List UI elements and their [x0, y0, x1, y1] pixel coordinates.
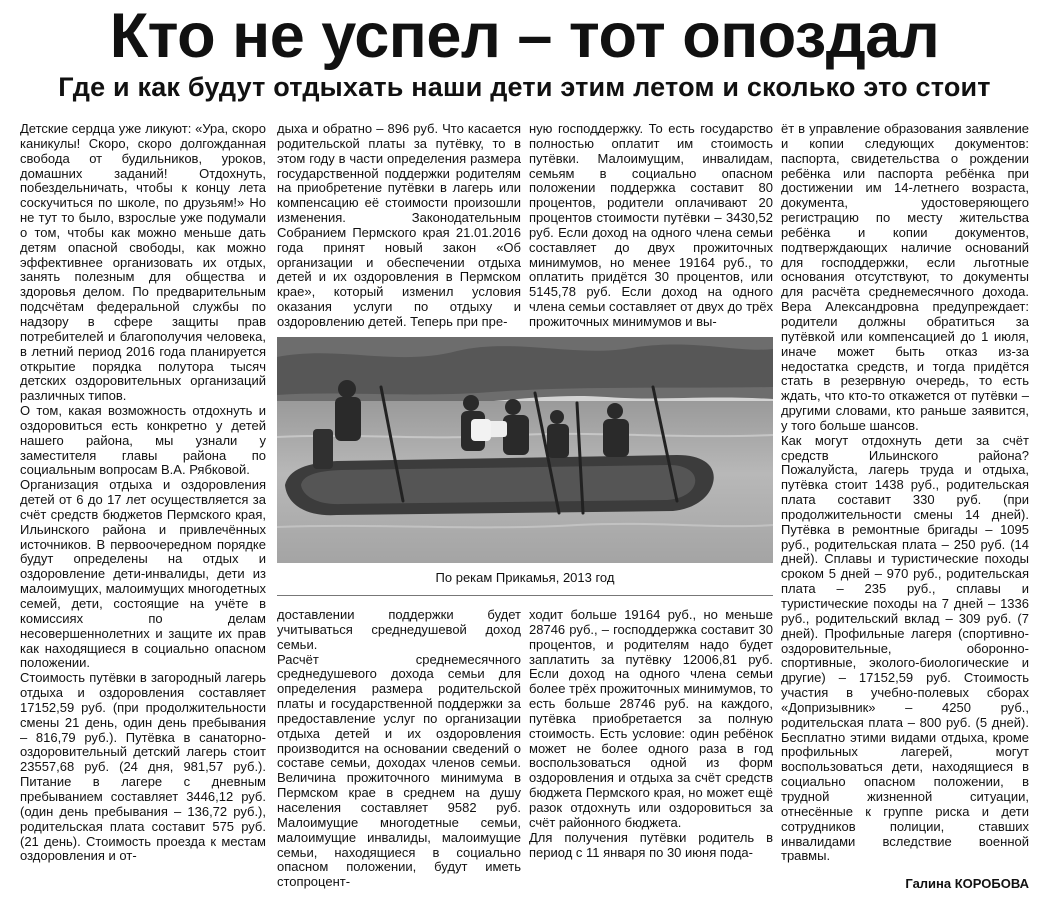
- column-divider: [277, 595, 773, 596]
- article-column-2-top: дыха и обратно – 896 руб. Что касается родительской платы за путёвку, то в этом году в части определения размера государственной поддержки родителям на приобретение путёвки в лагерь или компенсацию её стоимости произошли изменения. Законодательным Собранием Пермского края 21.01.2016 года принят новый закон «Об организации и обеспечении отдыха детей и их оздоровления в Пермском крае», который изменил условия оказания услуги по отдыху и оздоровлению детей. Теперь при пре-: [277, 121, 521, 329]
- article-column-2-bottom: доставлении поддержки будет учитываться среднедушевой доход семьи. Расчёт среднемесячного среднедушевого дохода семьи для определения размера родительской платы и государственной поддержки за предоставление услуг по организации отдыха детей и их оздоровления производится на основании сведений о составе семьи, доходах членов семьи. Величина прожиточного минимума в Пермском крае в среднем на душу населения составляет 9582 руб. Малоимущие многодетные семьи, малоимущие инвалиды, малоимущие семьи, находящиеся в социально опасном положении, будут иметь стопроцент-: [277, 607, 521, 890]
- article-column-3-top: ную господдержку. То есть государство полностью оплатит им стоимость путёвки. Малоимущим, инвалидам, семьям в социально опасном положении поддержка составит 80 процентов, родители оплачивают 20 процентов стоимости путёвки – 3430,52 руб. Если доход на одного члена семьи составляет до двух прожиточных минимумов, но менее 19164 руб., то оплатить придётся 30 процентов, или 5145,78 руб. Если доход на одного члена семьи составляет от двух до трёх прожиточных минимумов и вы-: [529, 121, 773, 329]
- article-column-3-bottom: ходит больше 19164 руб., но меньше 28746 руб., – господдержка составит 30 процентов, и родителям надо будет заплатить за путёвку 12006,81 руб. Если доход на одного члена семьи более трёх прожиточных минимумов, то есть больше 28746 руб. на каждого, путёвка приобретается за полную стоимость. Есть условие: один ребёнок может не более одного раза в год воспользоваться одной из форм оздоровления и отдыха за счёт средств бюджета Пермского края, но может ещё разок отдохнуть или оздоровиться за счёт районного бюджета. Для получения путёвки родитель в период с 11 января по 30 июня пода-: [529, 607, 773, 860]
- article-column-4: ёт в управление образования заявление и копии следующих документов: паспорта, свидетельства о рождении ребёнка или паспорта ребёнка при достижении им 14-летнего возраста, документа, удостоверяющего регистрацию по месту жительства ребёнка и копии документов, подтверждающих наличие оснований для господдержки, если льготные основания отсутствуют, то документы для расчёта среднемесячного дохода. Вера Александровна предупреждает: родители должны обратиться за путёвкой или компенсацией до 1 июля, иначе может быть отказ из-за недостатка средств, и тогда придётся стать в резервную очередь, то есть ждать, что кто-то откажется от путёвки – другими словами, кто раньше заявится, у того больше шансов. Как могут отдохнуть дети за счёт средств Ильинского района? Пожалуйста, лагерь труда и отдыха, путёвка стоит 1438 руб., родительская плата составит 330 руб. (при продолжительности смены 14 дней). Путёвка в ремонтные бригады – 1095 руб., родительская плата – 250 руб. (14 дней). Сплавы и туристические походы сроком 5 дней – 970 руб., родительская плата – 235 руб., сплавы и туристические походы на 7 дней – 1336 руб., родительский вклад – 309 руб. (7 дней). Профильные лагеря (спортивно-оздоровительные, оборонно-спортивные, эколого-биологические и другие) – 17152,59 руб. Стоимость участия в учебно-полевых сборах «Допризывник» – 4250 руб., родительская плата – 800 руб. (5 дней). Бесплатно этими видами отдыха, кроме профильных лагерей, могут воспользоваться дети, находящиеся в социально опасном положении, в трудной жизненной ситуации, отнесённые к группе риска и дети сотрудников полиции, ставших инвалидами вследствие военной травмы.: [781, 121, 1029, 864]
- article-column-1: Детские сердца уже ликуют: «Ура, скоро каникулы! Скоро, скоро долгожданная свобода от будильников, уроков, домашних заданий! Отдохнуть, побездельничать, чтобы к концу лета соскучиться по школе, по друзьям!» Но не тут то было, взрослые уже подумали о том, чтобы как можно меньше дать детям опасной свободы, как можно эффективнее организовать их отдых, занять полезным для общества и здоровья делом. По предварительным подсчётам федеральной службы по надзору в сфере защиты прав потребителей и благополучия человека, в летний период 2016 года планируется открытие порядка полутора тысяч детских оздоровительных организаций различных типов. О том, какая возможность отдохнуть и оздоровиться есть конкретно у детей нашего района, мы узнали у заместителя главы района по социальным вопросам В.А. Рябковой. Организация отдыха и оздоровления детей от 6 до 17 лет осуществляется за счёт средств бюджетов Пермского края, Ильинского района и привлечённых источников. В первоочередном порядке будут определены на отдых и оздоровление дети-инвалиды, дети из малоимущих, малоимущих многодетных семей, дети, состоящие на учёте в комиссиях по делам несовершеннолетних и защите их прав как находящиеся в социально опасном положении. Стоимость путёвки в загородный лагерь отдыха и оздоровления составляет 17152,59 руб. (при продолжительности смены 21 день, один день пребывания – 816,79 руб.). Путёвка в санаторно-оздоровительный детский лагерь стоит 23557,68 руб. (24 дня, 981,57 руб.). Питание в лагере с дневным пребыванием составляет 3446,12 руб. (один день пребывания – 136,72 руб.), родительская плата составит 575 руб. (21 день). Стоимость проезда к местам оздоровления и от-: [20, 121, 266, 864]
- article-subtitle: Где и как будут отдыхать наши дети этим летом и сколько это стоит: [58, 72, 991, 102]
- rafting-photo: [277, 337, 773, 563]
- photo-caption: По рекам Прикамья, 2013 год: [435, 570, 615, 585]
- article-headline: Кто не успел – тот опоздал: [109, 1, 940, 71]
- article-author: Галина КОРОБОВА: [905, 876, 1029, 891]
